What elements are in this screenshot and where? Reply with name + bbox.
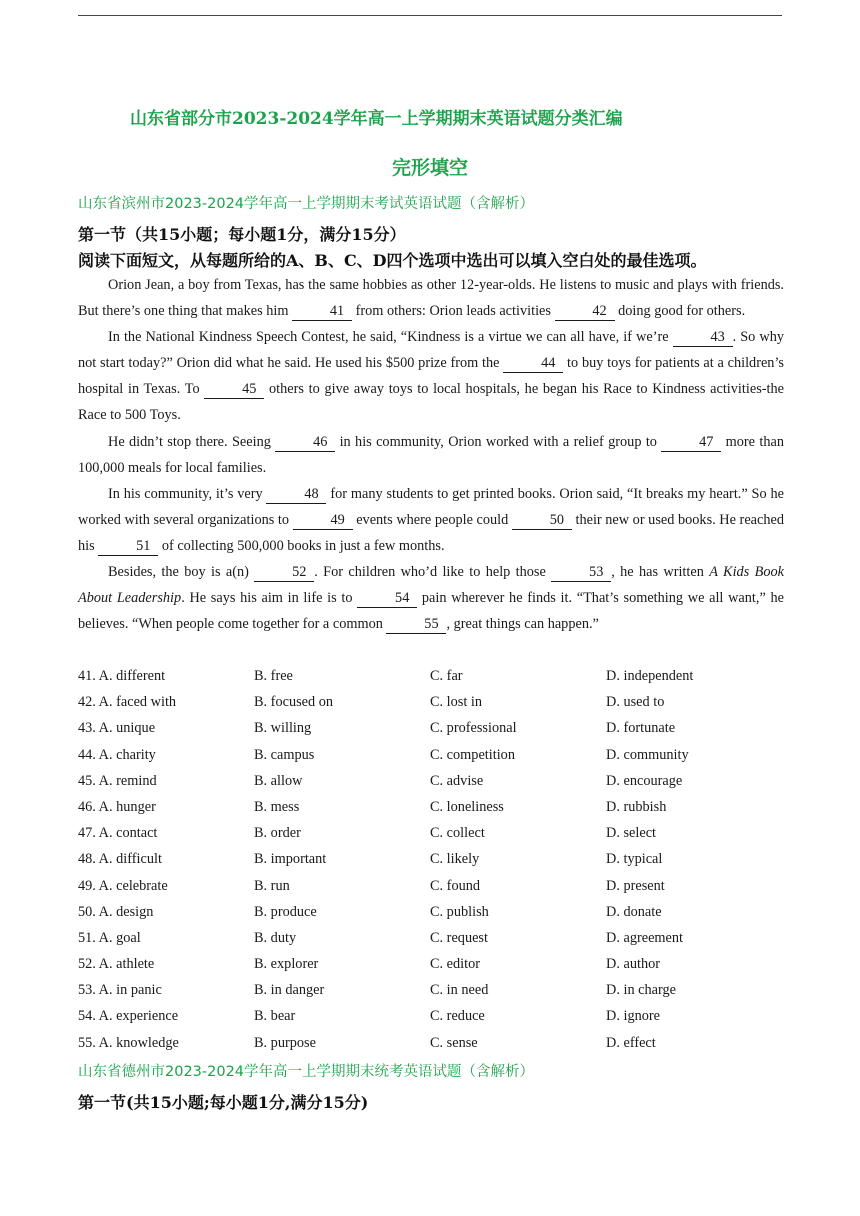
- option: 47. A. contact: [78, 825, 158, 842]
- section-title: 完形填空: [391, 157, 468, 179]
- option: D. fortunate: [606, 720, 676, 737]
- option: 54. A. experience: [78, 1008, 179, 1025]
- option-row-42: [78, 689, 784, 715]
- paragraph-2: In the National Kindness Speech Contest, he said, “Kindness is a virtue we can all have, if we’re 43 . So why not start today?” Orion did what he said. He used his $500 prize from the 44 to buy toys for patients at a children’s hospital in Texas. To 45 others to give away toys to local hospitals, he began his Race to Kindness activities-the Race to 500 Toys.: [78, 329, 784, 424]
- option-row-41: [78, 663, 784, 689]
- option: B. produce: [254, 903, 317, 920]
- option-row-52: [78, 951, 784, 977]
- option: C. found: [430, 877, 481, 894]
- option: 45. A. remind: [78, 772, 157, 789]
- option: 41. A. different: [78, 668, 166, 684]
- blank-44: 44: [503, 355, 563, 373]
- cloze-passage: [78, 272, 784, 637]
- paragraph-4: In his community, it’s very 48 for many students to get printed books. Orion said, “It breaks my heart.” So he worked with several organizations to 49 events where people could 50 their new or used books. He reached his 51 of collecting 500,000 books in just a few months.: [78, 485, 784, 554]
- option: D. used to: [606, 694, 665, 711]
- instruction-text: 阅读下面短文，从每题所给的A、B、C、D四个选项中选出可以填入空白处的最佳选项。: [78, 251, 707, 270]
- option: C. request: [430, 929, 488, 946]
- option: C. lost in: [430, 694, 483, 711]
- option: B. mess: [254, 798, 300, 815]
- option: B. free: [254, 668, 293, 684]
- option: 46. A. hunger: [78, 798, 156, 815]
- option-row-49: [78, 873, 784, 899]
- blank-55: 55: [386, 616, 446, 634]
- option: 52. A. athlete: [78, 956, 155, 973]
- option: B. in danger: [254, 982, 325, 999]
- option: C. reduce: [430, 1008, 485, 1025]
- option: 48. A. difficult: [78, 851, 162, 868]
- option: D. select: [606, 825, 657, 842]
- option: B. important: [254, 851, 327, 868]
- option: C. professional: [430, 720, 517, 737]
- option: D. typical: [606, 851, 663, 868]
- blank-45: 45: [204, 381, 264, 399]
- option: C. far: [430, 668, 463, 684]
- document-title: 山东省部分市2023-2024学年高一上学期期末英语试题分类汇编: [130, 109, 623, 129]
- option: D. donate: [606, 903, 662, 920]
- option-row-45: [78, 768, 784, 794]
- option: 43. A. unique: [78, 720, 156, 737]
- option-row-48: [78, 846, 784, 872]
- option-row-47: [78, 820, 784, 846]
- option-row-55: [78, 1030, 784, 1056]
- option: C. likely: [430, 851, 480, 868]
- answer-options: [78, 663, 784, 1056]
- option: 50. A. design: [78, 903, 154, 920]
- option: C. in need: [430, 982, 489, 999]
- blank-49: 49: [293, 512, 353, 530]
- paragraph-5: Besides, the boy is a(n) 52 . For children who’d like to help those 53 , he has written A Kids Book About Leadership. He says his aim in life is to 54 pain wherever he finds it. “That’s something we all want,” he believes. “When people come together for a common 55 , great things can happen.”: [78, 564, 784, 633]
- option-row-43: [78, 715, 784, 741]
- option: D. encourage: [606, 772, 683, 789]
- blank-48: 48: [266, 486, 326, 504]
- blank-54: 54: [357, 590, 417, 608]
- option: C. sense: [430, 1034, 478, 1051]
- option: B. bear: [254, 1008, 296, 1025]
- blank-50: 50: [512, 512, 572, 530]
- blank-53: 53: [551, 564, 611, 582]
- blank-43: 43: [673, 329, 733, 347]
- option: B. focused on: [254, 694, 334, 711]
- blank-52: 52: [254, 564, 314, 582]
- part-heading-1: 第一节（共15小题；每小题1分，满分15分）: [78, 225, 406, 244]
- option-row-50: [78, 899, 784, 925]
- option: C. loneliness: [430, 798, 504, 815]
- option: D. ignore: [606, 1008, 660, 1025]
- option: C. advise: [430, 772, 484, 789]
- header-rule: [78, 15, 782, 16]
- option: D. author: [606, 956, 660, 973]
- blank-47: 47: [661, 434, 721, 452]
- source-heading-binzhou: 山东省滨州市2023-2024学年高一上学期期末考试英语试题（含解析）: [78, 196, 535, 212]
- option: 42. A. faced with: [78, 694, 177, 711]
- option: D. community: [606, 746, 689, 763]
- option: C. editor: [430, 956, 481, 973]
- option-row-53: [78, 977, 784, 1003]
- option: D. effect: [606, 1034, 656, 1051]
- option: D. in charge: [606, 982, 677, 999]
- blank-41: 41: [292, 303, 352, 321]
- option: B. purpose: [254, 1034, 316, 1051]
- option: B. duty: [254, 929, 297, 946]
- option: 55. A. knowledge: [78, 1034, 179, 1051]
- option: D. rubbish: [606, 798, 667, 815]
- option-row-54: [78, 1003, 784, 1029]
- paragraph-1: Orion Jean, a boy from Texas, has the same hobbies as other 12-year-olds. He listens to music and plays with friends. But there’s one thing that makes him 41 from others: Orion leads activities 42 doing good for others.: [78, 277, 784, 320]
- option: B. order: [254, 825, 301, 842]
- option-row-46: [78, 794, 784, 820]
- option: 49. A. celebrate: [78, 877, 168, 894]
- option: D. agreement: [606, 929, 684, 946]
- option: D. independent: [606, 668, 694, 684]
- option-row-44: [78, 742, 784, 768]
- option: B. allow: [254, 772, 303, 789]
- option: C. collect: [430, 825, 485, 842]
- option: 44. A. charity: [78, 746, 156, 763]
- option: C. competition: [430, 746, 515, 763]
- blank-46: 46: [275, 434, 335, 452]
- option: 53. A. in panic: [78, 982, 162, 999]
- source-heading-dezhou: 山东省德州市2023-2024学年高一上学期期末统考英语试题（含解析）: [78, 1064, 535, 1080]
- option: B. explorer: [254, 956, 319, 973]
- book-title: A Kids Book About Leadership: [78, 564, 784, 607]
- option: 51. A. goal: [78, 929, 141, 946]
- option: B. willing: [254, 720, 312, 737]
- option: B. run: [254, 877, 290, 894]
- option: B. campus: [254, 746, 315, 763]
- option: D. present: [606, 877, 665, 894]
- option: C. publish: [430, 903, 489, 920]
- blank-42: 42: [555, 303, 615, 321]
- part-heading-2: 第一节(共15小题;每小题1分,满分15分): [78, 1093, 369, 1112]
- option-row-51: [78, 925, 784, 951]
- paragraph-3: He didn’t stop there. Seeing 46 in his community, Orion worked with a relief group to 47 more than 100,000 meals for local families.: [78, 433, 784, 476]
- blank-51: 51: [98, 538, 158, 556]
